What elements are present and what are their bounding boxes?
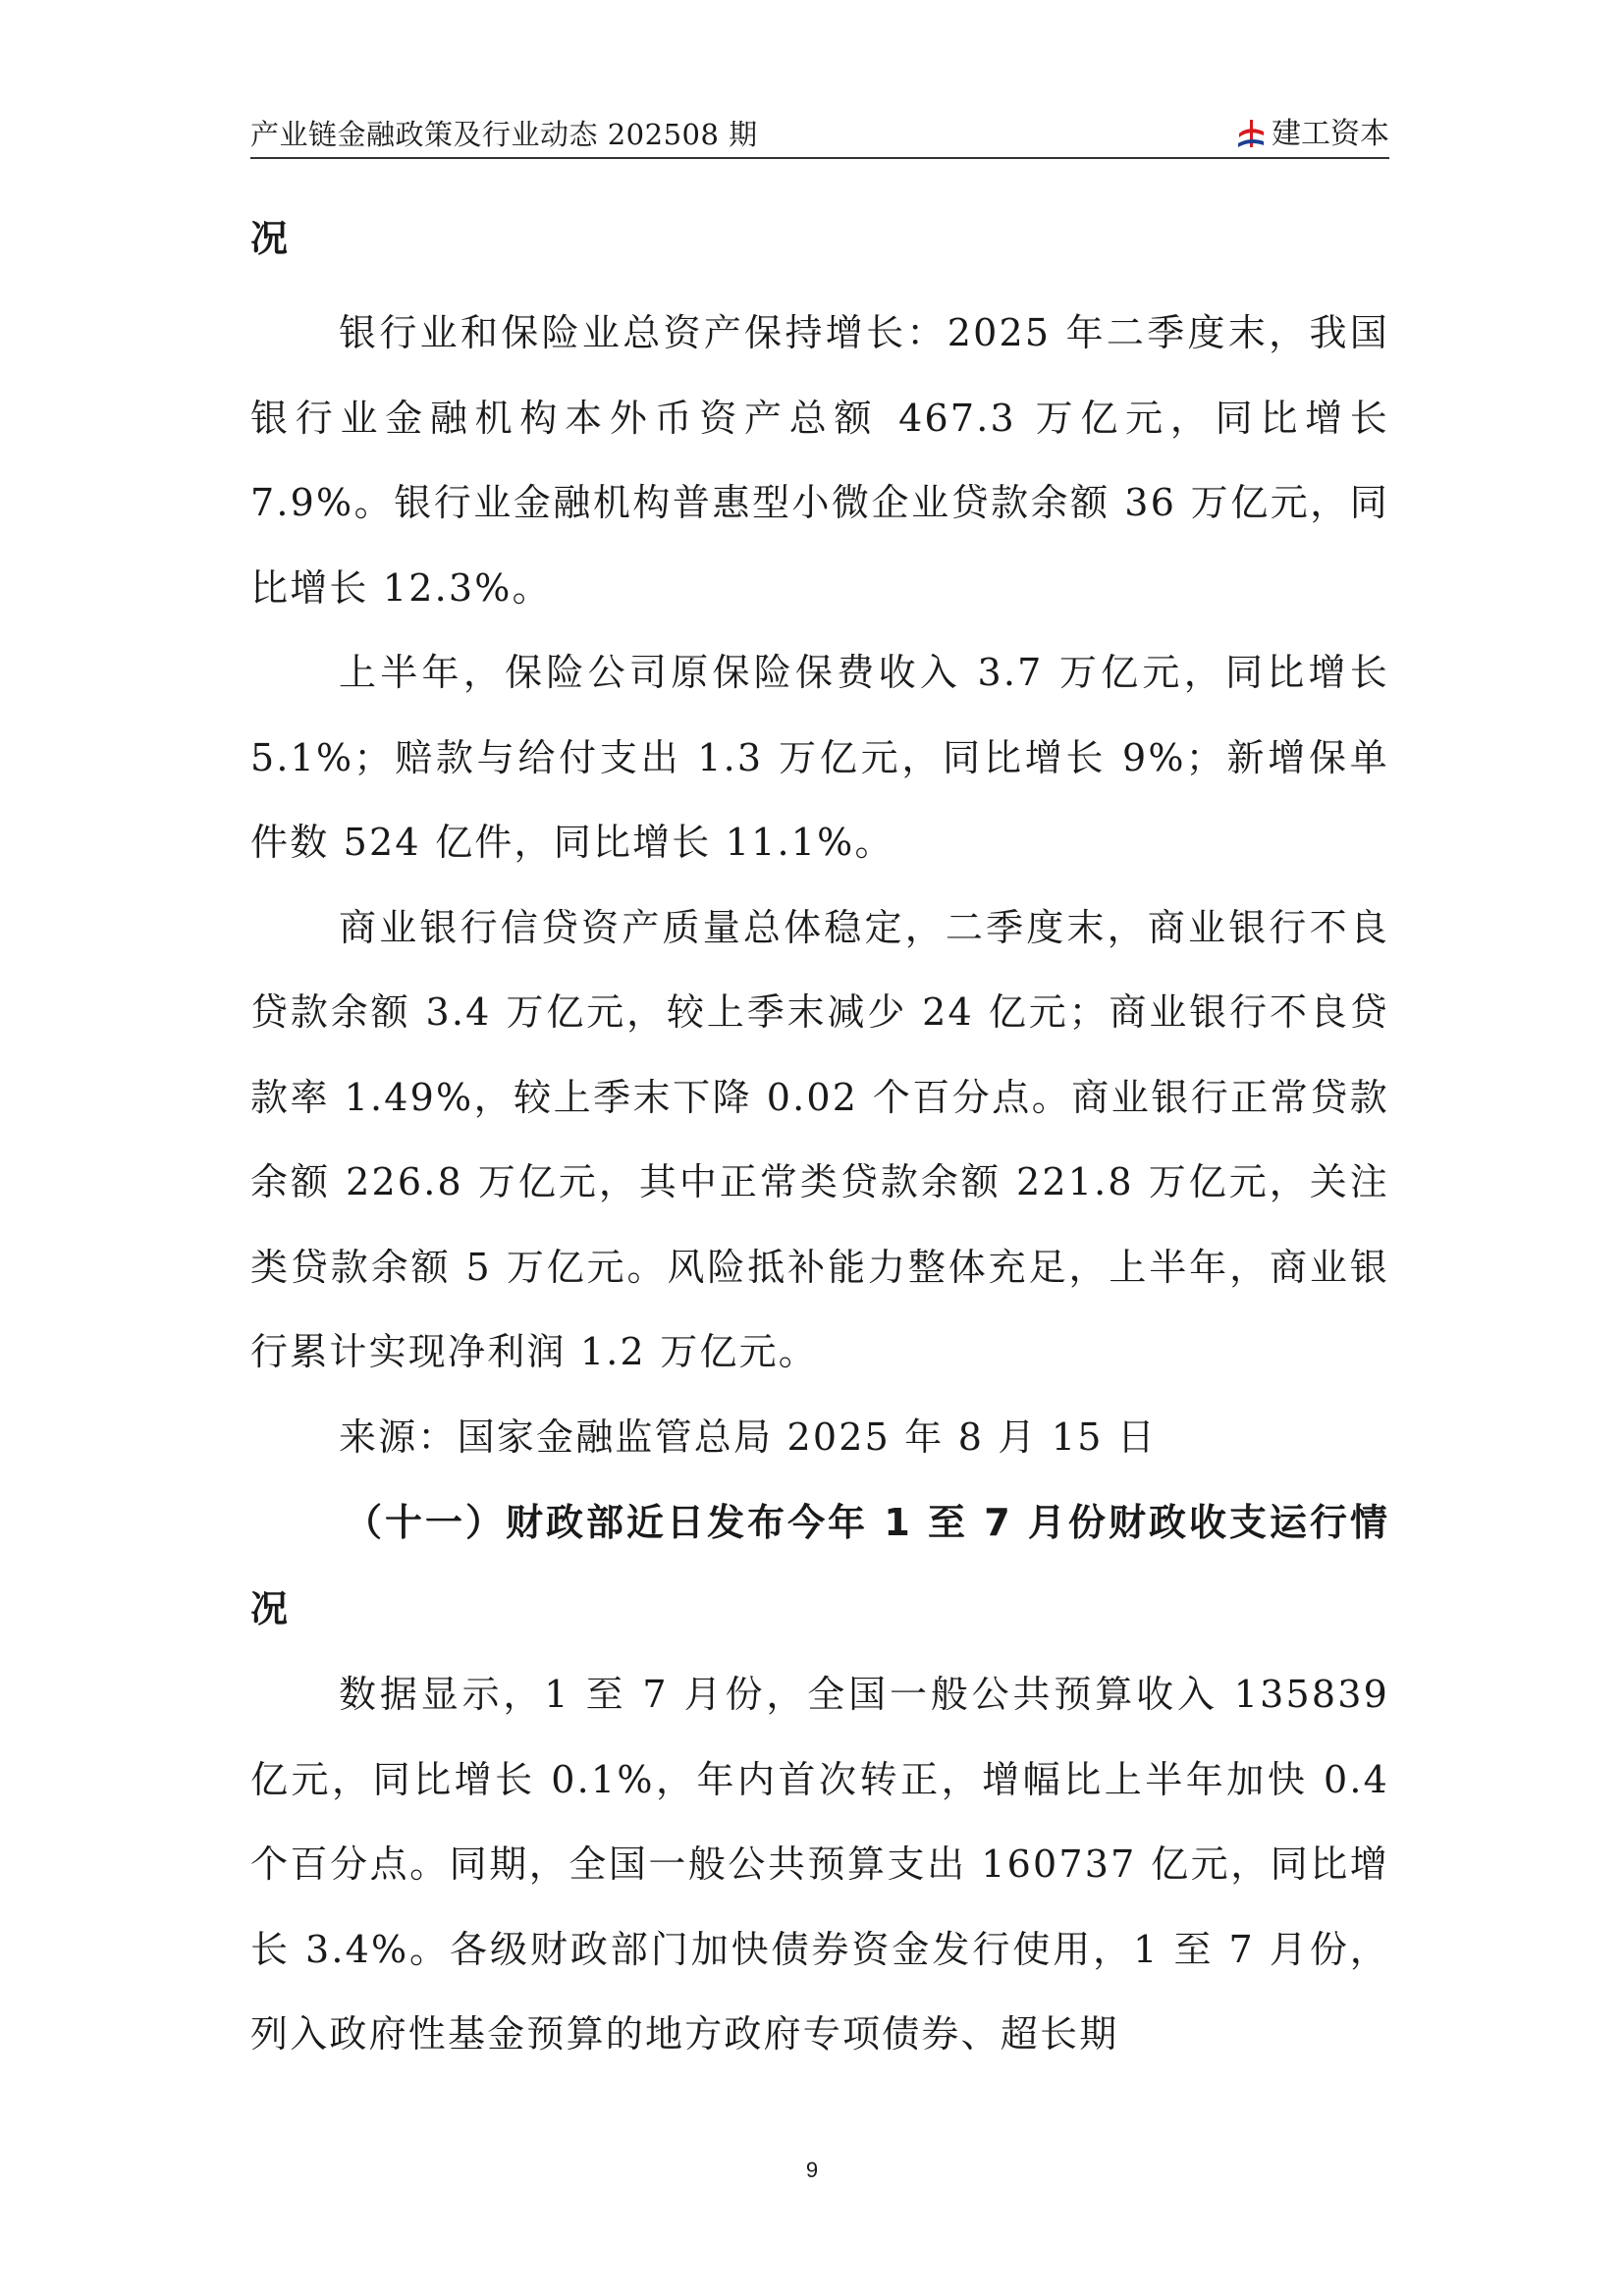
paragraph-fiscal: 数据显示，1 至 7 月份，全国一般公共预算收入 135839 亿元，同比增长 0.1%，年内首次转正，增幅比上半年加快 0.4 个百分点。同期，全国一般公共预算支出 160737 亿元，同比增长 3.4%。各级财政部门加快债券资金发行使用，1 至 7 月份，列入政府性基金预算的地方政府专项债券、超长期 — [250, 1673, 1389, 2056]
section-heading: （十一）财政部近日发布今年 1 至 7 月份财政收支运行情况 — [250, 1501, 1389, 1630]
page-number: 9 — [805, 2158, 819, 2182]
paragraph-assets: 银行业和保险业总资产保持增长：2025 年二季度末，我国银行业金融机构本外币资产总额 467.3 万亿元，同比增长 7.9%。银行业金融机构普惠型小微企业贷款余额 36 万亿元，同比增长 12.3%。 — [250, 311, 1389, 610]
paragraph-credit-quality: 商业银行信贷资产质量总体稳定，二季度末，商业银行不良贷款余额 3.4 万亿元，较上季末减少 24 亿元；商业银行不良贷款率 1.49%，较上季末下降 0.02 个百分点。商业银行正常贷款余额 226.8 万亿元，其中正常类贷款余额 221.8 万亿元，关注类贷款余额 5 万亿元。风险抵补能力整体充足，上半年，商业银行累计实现净利润 1.2 万亿元。 — [250, 905, 1389, 1373]
heading-continuation: 况 — [250, 216, 289, 260]
header-title: 产业链金融政策及行业动态 202508 期 — [250, 118, 758, 151]
document-body — [250, 204, 1389, 2077]
paragraph-insurance: 上半年，保险公司原保险保费收入 3.7 万亿元，同比增长 5.1%；赔款与给付支出 1.3 万亿元，同比增长 9%；新增保单件数 524 亿件，同比增长 11.1%。 — [250, 651, 1389, 864]
header-brand — [1236, 118, 1389, 151]
page-header — [250, 116, 1389, 159]
source-line: 来源：国家金融监管总局 2025 年 8 月 15 日 — [339, 1415, 1158, 1459]
company-logo-icon — [1236, 118, 1266, 151]
brand-name: 建工资本 — [1272, 117, 1389, 151]
